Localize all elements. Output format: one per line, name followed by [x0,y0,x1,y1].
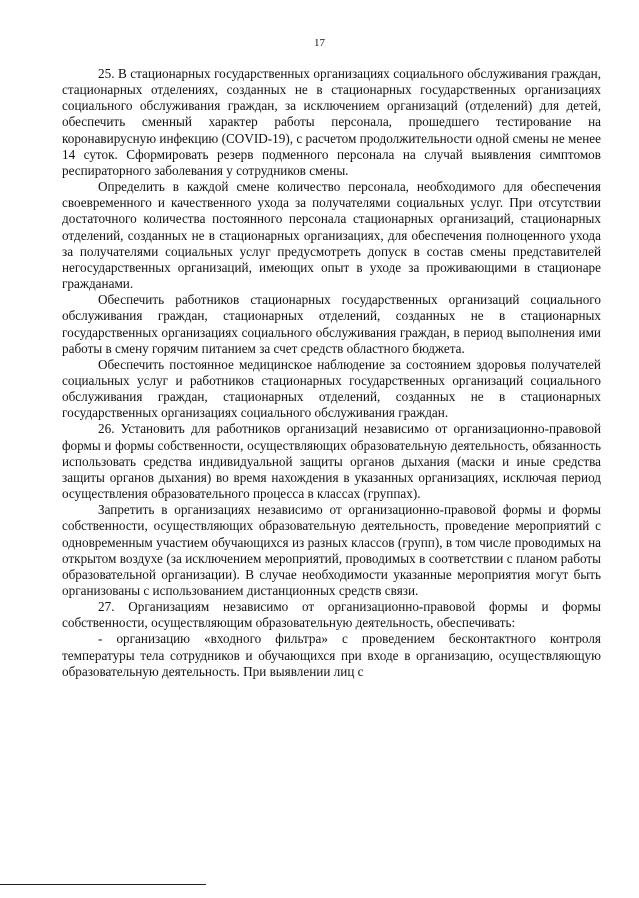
paragraph-25: 25. В стационарных государственных организациях социального обслуживания граждан, стационарных отделениях, созданных не в стационарных государственных организациях социального обслуживания граждан, за исключением организаций (отделений) для детей, обеспечить сменный характер работы персонала, прошедшего тестирование на коронавирусную инфекцию (COVID-19), с расчетом продолжительности одной смены не менее 14 суток. Сформировать резерв подменного персонала на случай выявления симптомов респираторного заболевания у сотрудников смены. [62,66,601,178]
paragraph-staffing: Определить в каждой смене количество персонала, необходимого для обеспечения своевременного и качественного ухода за получателями социальных услуг. При отсутствии достаточного количества постоянного персонала стационарных организаций, стационарных отделений, созданных не в стационарных организациях, для обеспечения полноценного ухода за получателями социальных услуг предусмотреть допуск в состав смены представителей негосударственных организаций, имеющих опыт в уходе за проживающими в стационаре гражданами. [62,179,601,292]
document-body [62,66,601,680]
paragraph-26: 26. Установить для работников организаций независимо от организационно-правовой формы и формы собственности, осуществляющих образовательную деятельность, обязанность использовать средства индивидуальной защиты органов дыхания (маски и иные средства защиты органов дыхания) во время нахождения в указанных организациях, исключая период осуществления образовательного процесса в классах (группах). [62,421,601,502]
paragraph-entry-filter: - организацию «входного фильтра» с проведением бесконтактного контроля температуры тела сотрудников и обучающихся при входе в организацию, осуществляющую образовательную деятельность. При выявлении лиц с [62,631,601,679]
paragraph-events-ban: Запретить в организациях независимо от организационно-правовой формы и формы собственности, осуществляющих образовательную деятельность, проведение мероприятий с одновременным участием обучающихся из разных классов (групп), в том числе проводимых на открытом воздухе (за исключением мероприятий, проводимых в соответствии с планом работы образовательной организации). В случае необходимости указанные мероприятия могут быть организованы с использованием дистанционных средств связи. [62,502,601,598]
page-number: 17 [314,37,325,49]
footnote-divider [0,884,206,885]
paragraph-meals: Обеспечить работников стационарных государственных организаций социального обслуживания граждан, стационарных отделений, созданных не в стационарных государственных организациях социального обслуживания граждан, в период выполнения ими работы в смену горячим питанием за счет средств областного бюджета. [62,292,601,356]
paragraph-medical-monitoring: Обеспечить постоянное медицинское наблюдение за состоянием здоровья получателей социальных услуг и работников стационарных государственных организаций социального обслуживания граждан, стационарных отделений, созданных не в стационарных государственных организациях социального обслуживания граждан. [62,356,601,421]
paragraph-27: 27. Организациям независимо от организационно-правовой формы и формы собственности, осуществляющим образовательную деятельность, обеспечивать: [62,599,601,631]
